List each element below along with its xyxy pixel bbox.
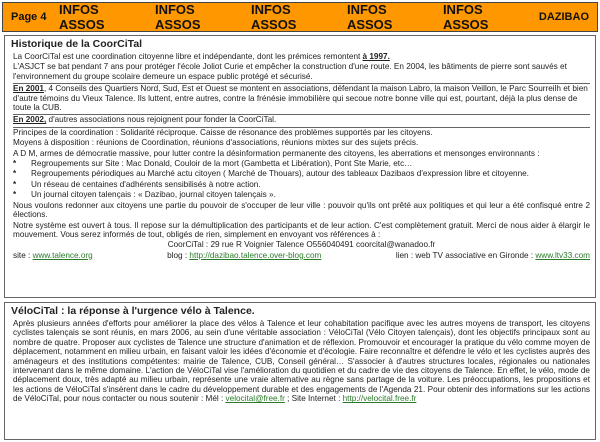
paragraph: A D M, armes de démocratie massive, pour lutter contre la désinformation permanente des citoyens, les aberrations et mensonges environnants : <box>13 148 540 158</box>
list-item: * Un journal citoyen talençais : « Dazibao, journal citoyen talençais ». <box>13 190 276 200</box>
paragraph: Nous voulons redonner aux citoyens une partie du pouvoir de s'occuper de leur ville : pouvoir qu'ils ont prêté aux politiques et qui leur a été confisqué entre 2 élections. <box>13 200 590 220</box>
paragraph: En 2001, 4 Conseils des Quartiers Nord, Sud, Est et Ouest se montent en associations, défendant la maison Labro, la maison Veillon, le Parc Sourreilh et bien d'autre témoins du Vieux Talence. Ils luttent, entre autres, contre la frénésie immobilière qui secoue notre bonne ville qui est, pourtant, déjà la plus dense de toute la CUB. <box>13 84 588 113</box>
section-velocital <box>4 302 596 440</box>
links-row: site : www.talence.org blog : http://dazibao.talence.over-blog.com lien : web TV associative en Gironde : www.ltv33.com <box>13 250 590 260</box>
header-title: INFOS ASSOS <box>154 2 201 32</box>
section-title: Historique de la CoorCiTal <box>11 38 143 50</box>
paragraph: L'ASJCT se bat pendant 7 ans pour protéger l'école Joliot Curie et empêcher la construction d'une route. En 2004, les bâtiments de pierre sont sauvés et l'environnement du groupe scolaire demeure un espace public protégé et sécurisé. <box>13 62 567 81</box>
paragraph: Principes de la coordination : Solidarité réciproque. Caisse de résonance des problèmes supportés par les citoyens. <box>13 127 433 137</box>
header-title: INFOS ASSOS <box>442 2 489 32</box>
contact-line: CoorCiTal : 29 rue R Voignier Talence O556040491 coorcital@wanadoo.fr <box>167 240 436 250</box>
header-dazibao: DAZIBAO <box>538 11 589 23</box>
paragraph: En 2002, d'autres associations nous rejoignent pour fonder la CoorCiTal. <box>13 115 277 125</box>
mail-link[interactable]: velocital@free.fr <box>225 394 285 404</box>
list-item: * Un réseau de centaines d'adhérents sensibilisés à notre action. <box>13 179 261 189</box>
header-title: INFOS ASSOS <box>59 2 105 32</box>
header-titles <box>59 2 539 32</box>
section-title: VéloCiTal : la réponse à l'urgence vélo à Talence. <box>11 305 255 317</box>
site-link[interactable]: www.talence.org <box>32 250 93 260</box>
list-item: * Regroupements périodiques au Marché actu citoyen ( Marché de Thouars), autour des tableaux Dazibaos d'expression libre et citoyenne. <box>13 169 529 179</box>
section-body <box>5 52 595 260</box>
blog-link[interactable]: http://dazibao.talence.over-blog.com <box>189 250 322 260</box>
section-coorcital <box>4 35 596 298</box>
header-title: INFOS ASSOS <box>346 2 393 32</box>
paragraph: Après plusieurs années d'efforts pour améliorer la place des vélos à Talence et leur cohabitation pacifique avec les autres moyens de transport, les citoyens cyclistes talençais se sont réunis, en mars 2006, au sein d'une véritable association : VéloCiTal (Vélo Citoyen talençais), dont les objectifs principaux sont au nombre de quatre. Proposer aux cyclistes de Talence une structure d'animation et de réflexion. Promouvoir et encourager la pratique du vélo comme moyen de déplacement, notamment en milieu urbain, en faisant valoir les idées d'économie et d'écologie. Faire reconnaître et défendre le vélo et les cyclistes auprès des aménageurs et des institutions compétentes: mairie de Talence, CUB, Conseil général… S'associer à d'autres structures locales, régionales ou nationales intervenant dans le même domaine. L'action de VéloCiTal vise l'amélioration du quotidien et du cadre de vie des citoyens de Talence. En effet, le vélo, mode de déplacement doux, très adapté au milieu urbain, représente une vraie alternative au règne sans partage de la voiture. Les préoccupations, les propositions et les actions de VéloCiTal s'insèrent dans le cadre du développement durable et des engagements de l'Agenda 21. Pour obtenir des informations sur les actions de VéloCiTal, pour nous contacter ou nous soutenir : <box>13 319 590 404</box>
paragraph: La CoorCiTal est une coordination citoyenne libre et indépendante, dont les prémices remontent à 1997. <box>13 52 390 61</box>
page-number: Page 4 <box>11 11 47 23</box>
list-item: * Regroupements sur Site : Mac Donald, Couloir de la mort (Gambetta et Libération), Pont Ste Marie, etc… <box>13 159 413 169</box>
website-link[interactable]: http://velocital.free.fr <box>342 394 417 404</box>
header-title: INFOS ASSOS <box>250 2 297 32</box>
paragraph: Moyens à disposition : réunions de Coordination, réunions d'associations, réunions mixtes sur des sujets précis. <box>13 138 419 148</box>
webtv-link[interactable]: www.ltv33.com <box>535 250 590 260</box>
section-body: Après plusieurs années d'efforts pour améliorer la place des vélos à Talence et leur cohabitation pacifique avec les autres moyens de transport, les citoyens cyclistes talençais se sont réunis, en mars 2006, au sein d'une véritable association : VéloCiTal (Vélo Citoyen talençais), dont les objectifs principaux sont au nombre de quatre. Proposer aux cyclistes de Talence une structure d'animation et de réflexion. Promouvoir et encourager la pratique du vélo comme moyen de déplacement, notamment en milieu urbain, en faisant valoir les idées d'économie et d'écologie. Faire reconnaître et défendre le vélo et les cyclistes auprès des aménageurs et des institutions compétentes: mairie de Talence, CUB, Conseil général… S'associer à d'autres structures locales, régionales ou nationales intervenant dans le même domaine. L'action de VéloCiTal vise l'amélioration du quotidien et du cadre de vie des citoyens de Talence. En effet, le vélo, mode de déplacement doux, très adapté au milieu urbain, représente une vraie alternative au règne sans partage de la voiture. Les préoccupations, les propositions et les actions de VéloCiTal s'insèrent dans le cadre du développement durable et des engagements de l'Agenda 21. Pour obtenir des informations sur les actions de VéloCiTal, pour nous contacter ou nous soutenir : Mél : velocital@free.fr ; Site Internet : http://velocital.free.fr <box>13 319 590 404</box>
paragraph: Notre système est ouvert à tous. Il repose sur la démultiplication des participants et de leur action. C'est complètement gratuit. Merci de nous aider à élargir le mouvement. Vous serez informés de tout, obligés de rien, simplement en envoyant vos références à : <box>13 220 590 239</box>
page-header <box>2 2 598 32</box>
